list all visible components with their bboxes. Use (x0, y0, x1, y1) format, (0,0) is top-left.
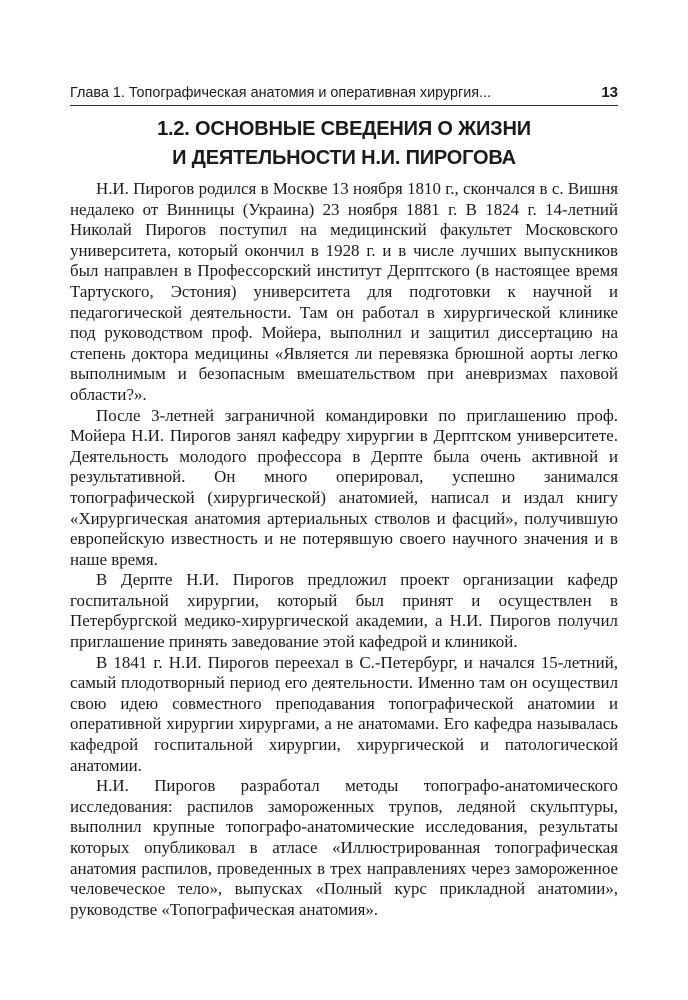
section-title-line-1: 1.2. ОСНОВНЫЕ СВЕДЕНИЯ О ЖИЗНИ (157, 118, 531, 140)
body-text (70, 179, 618, 920)
running-title: Глава 1. Топографическая анатомия и оперативная хирургия... (70, 85, 492, 101)
paragraph-2: После 3-летней заграничной командировки по приглашению проф. Мойера Н.И. Пирогов занял кафедру хирургии в Дерптском университете. Деятельность молодого профессора в Дерпте была очень активной и результативной. Он много оперировал, успешно занимался топографической (хирургической) анатомией, написал и издал книгу «Хирургическая анатомия артериальных стволов и фасций», получившую европейскую известность и не потерявшую своего научного значения и в наше время. (70, 405, 618, 569)
paragraph-1: Н.И. Пирогов родился в Москве 13 ноября 1810 г., скончался в с. Вишня недалеко от Винницы (Украина) 23 ноября 1881 г. В 1824 г. 14-летний Николай Пирогов поступил на медицинский факультет Московского университета, который окончил в 1928 г. и в числе лучших выпускников был направлен в Профессорский институт Дерптского (в настоящее время Тартуского, Эстония) университета для подготовки к научной и педагогической деятельности. Там он работал в хирургической клинике под руководством проф. Мойера, выполнил и защитил диссертацию на степень доктора медицины «Является ли перевязка брюшной аорты легко выполнимым и безопасным вмешательством при аневризмах паховой области?». (70, 179, 618, 404)
running-header (70, 84, 618, 106)
section-title (70, 115, 618, 173)
page-number: 13 (601, 84, 618, 101)
paragraph-5: Н.И. Пирогов разработал методы топографо-анатомического исследования: распилов замороженных трупов, ледяной скульптуры, выполнил крупные топографо-анатомические исследования, результаты которых опубликовал в атласе «Иллюстрированная топографическая анатомия распилов, проведенных в трех направлениях через замороженное человеческое тело», выпусках «Полный курс прикладной анатомии», руководстве «Топографическая анатомия». (70, 776, 618, 919)
section-title-line-2: И ДЕЯТЕЛЬНОСТИ Н.И. ПИРОГОВА (172, 147, 516, 169)
paragraph-3: В Дерпте Н.И. Пирогов предложил проект организации кафедр госпитальной хирургии, который был принят и осуществлен в Петербургской медико-хирургической академии, а Н.И. Пирогов получил приглашение принять заведование этой кафедрой и клиникой. (70, 570, 618, 652)
paragraph-4: В 1841 г. Н.И. Пирогов переехал в С.-Петербург, и начался 15-летний, самый плодотворный период его деятельности. Именно там он осуществил свою идею совместного преподавания топографической анатомии и оперативной хирургии хирургами, а не анатомами. Его кафедра называлась кафедрой госпитальной хирургии, хирургической и патологической анатомии. (70, 652, 618, 775)
book-page (70, 84, 618, 920)
